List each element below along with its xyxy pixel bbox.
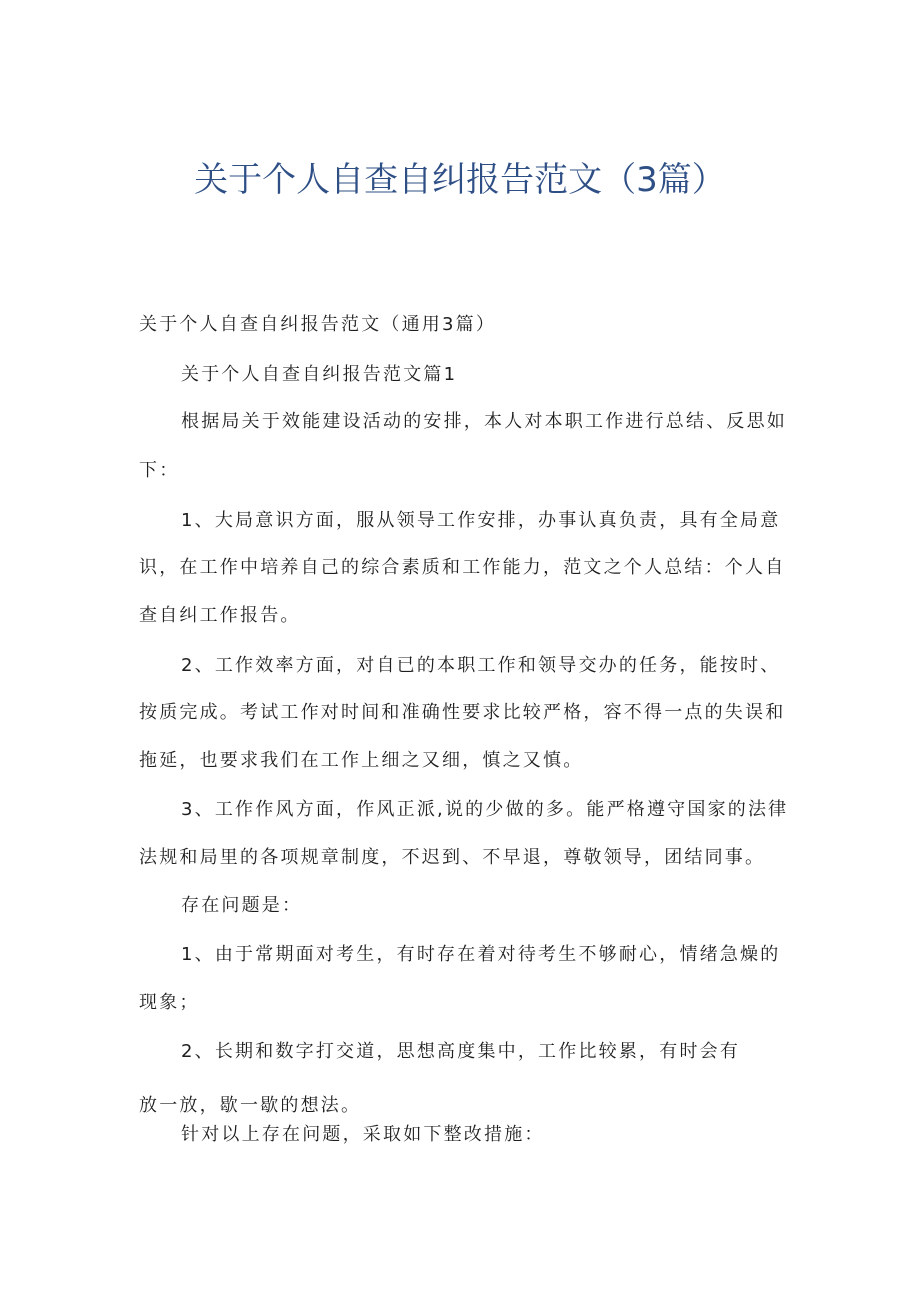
paragraph-line: 针对以上存在问题，采取如下整改措施： [181, 1124, 545, 1145]
paragraph-line: 按质完成。考试工作对时间和准确性要求比较严格，容不得一点的失误和 [139, 702, 786, 723]
document-subtitle: 关于个人自查自纠报告范文（通用3篇） [139, 314, 497, 335]
paragraph-line: 查自纠工作报告。 [139, 605, 301, 626]
document-title: 关于个人自查自纠报告范文（3篇） [194, 160, 726, 200]
paragraph-line: 法规和局里的各项规章制度，不迟到、不早退，尊敬领导，团结同事。 [139, 847, 766, 868]
paragraph-line: 1、大局意识方面，服从领导工作安排，办事认真负责，具有全局意 [181, 510, 781, 531]
paragraph-line: 拖延，也要求我们在工作上细之又细，慎之又慎。 [139, 750, 584, 771]
section-heading: 关于个人自查自纠报告范文篇1 [181, 364, 458, 385]
paragraph-line: 1、由于常期面对考生，有时存在着对待考生不够耐心，情绪急燥的 [181, 944, 781, 965]
paragraph-line: 根据局关于效能建设活动的安排，本人对本职工作进行总结、反思如 [181, 411, 787, 432]
paragraph-line: 2、工作效率方面，对自已的本职工作和领导交办的任务，能按时、 [181, 655, 781, 676]
paragraph-line: 2、长期和数字打交道，思想高度集中，工作比较累，有时会有 [181, 1041, 741, 1062]
paragraph-line: 现象； [139, 992, 200, 1013]
paragraph-line: 放一放，歇一歇的想法。 [139, 1095, 362, 1116]
paragraph-line: 下： [139, 460, 180, 481]
paragraph-line: 存在问题是： [181, 895, 303, 916]
paragraph-line: 识，在工作中培养自己的综合素质和工作能力，范文之个人总结：个人自 [139, 557, 786, 578]
paragraph-line: 3、工作作风方面，作风正派,说的少做的多。能严格遵守国家的法律 [181, 799, 789, 820]
